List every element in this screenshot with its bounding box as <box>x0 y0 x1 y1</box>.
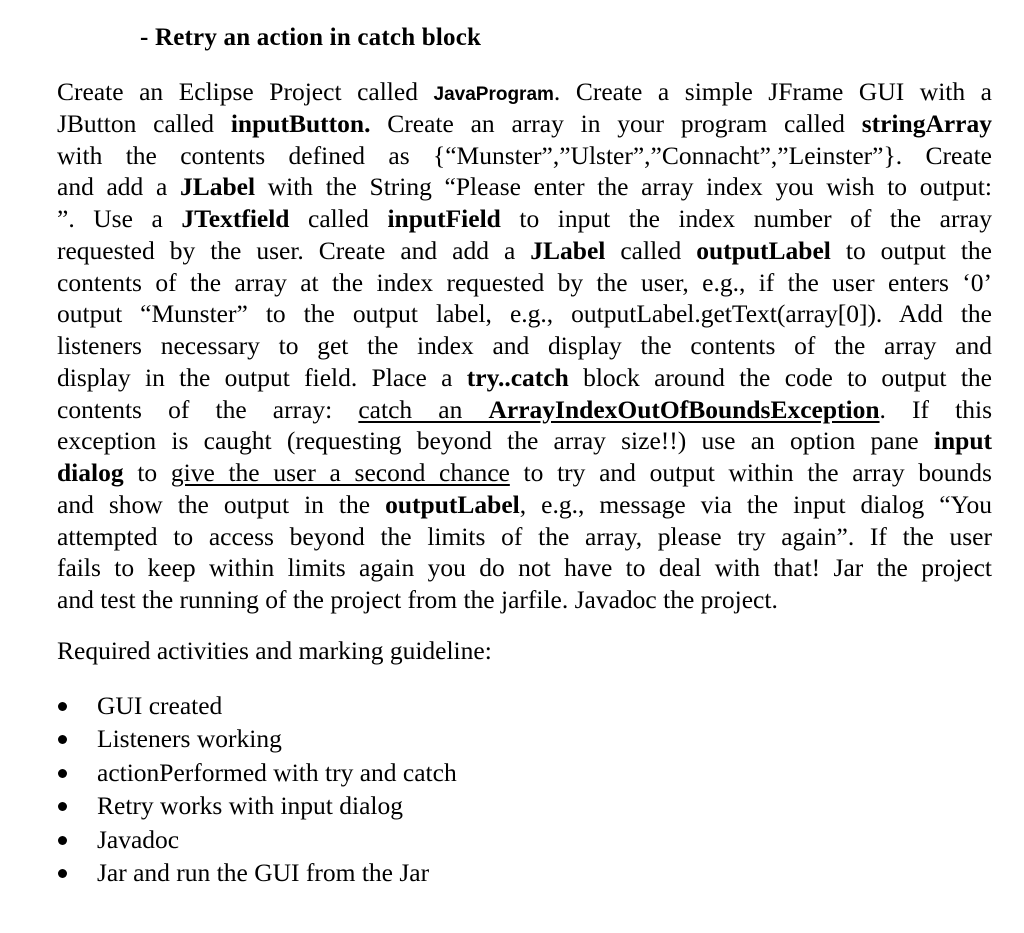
text-segment: display in the output field. Place a <box>57 362 467 392</box>
paragraph-line <box>57 330 992 362</box>
paragraph-line <box>57 552 992 584</box>
list-item-text: Jar and run the GUI from the Jar <box>97 857 430 887</box>
bullet-icon <box>58 702 67 711</box>
text-segment: ”. Use a <box>57 204 182 233</box>
paragraph-line <box>57 76 992 108</box>
bullet-icon <box>58 802 67 811</box>
text-segment: contents of the array: <box>57 394 359 424</box>
list-item-text: GUI created <box>97 691 223 720</box>
paragraph-line <box>57 267 992 299</box>
paragraph-line <box>57 140 992 172</box>
paragraph-line <box>57 394 992 426</box>
text-segment: JButton called <box>57 108 231 138</box>
paragraph-line <box>57 521 992 553</box>
list-item <box>57 823 457 856</box>
emphasized-text: JavaProgram <box>433 84 554 105</box>
list-item-text: Listeners working <box>97 724 282 754</box>
paragraph-line <box>57 203 992 235</box>
emphasized-text: outputLabel <box>696 235 831 265</box>
paragraph-line <box>57 362 992 394</box>
text-segment: contents of the array at the index requested by the user, e.g., if the user enters ‘0’ <box>57 267 992 297</box>
text-segment: attempted to access beyond the limits of the array, please try again”. If the user <box>57 521 992 551</box>
instructions-paragraph <box>57 76 992 616</box>
emphasized-text: ArrayIndexOutOfBoundsException <box>488 394 880 424</box>
paragraph-line <box>57 457 992 489</box>
emphasized-text: give the user a second chance <box>170 458 510 487</box>
text-segment: with the contents defined as {“Munster”,”Ulster”,”Connacht”,”Leinster”}. Create <box>57 140 992 170</box>
emphasized-text: JLabel <box>179 172 256 202</box>
text-segment: , e.g., message via the input dialog “You <box>519 489 992 519</box>
list-item <box>57 756 457 789</box>
text-segment: and show the output in the <box>57 489 386 519</box>
paragraph-line <box>57 584 992 616</box>
text-segment: to input the index number of the array <box>500 204 993 233</box>
text-segment: and test the running of the project from the jarfile. Javadoc the project. <box>57 585 778 614</box>
text-segment: to <box>123 458 171 487</box>
paragraph-line <box>57 425 992 457</box>
emphasized-text: inputButton. <box>230 108 371 138</box>
text-segment: to try and output within the array bounds <box>509 458 992 487</box>
text-segment: called <box>605 235 697 265</box>
emphasized-text: JTextfield <box>181 204 290 233</box>
emphasized-text: input <box>933 426 992 456</box>
text-segment: listeners necessary to get the index and display the contents of the array and <box>57 331 992 360</box>
list-item-text: Javadoc <box>97 824 180 854</box>
text-segment: Create an array in your program called <box>370 108 862 138</box>
paragraph-line <box>57 235 992 267</box>
list-item-text: Retry works with input dialog <box>97 791 403 821</box>
text-segment: requested by the user. Create and add a <box>57 235 531 265</box>
list-item <box>57 689 457 722</box>
text-segment: with the String “Please enter the array index you wish to output: <box>255 172 992 202</box>
emphasized-text: JLabel <box>530 235 606 265</box>
emphasized-text: stringArray <box>861 108 992 138</box>
text-segment: to output the <box>830 235 992 265</box>
bullet-icon <box>58 735 67 744</box>
emphasized-text: dialog <box>57 458 124 487</box>
paragraph-line <box>57 298 992 330</box>
emphasized-text: catch an <box>358 394 489 424</box>
text-segment: block around the code to output the <box>568 362 992 392</box>
bullet-icon <box>58 836 67 845</box>
emphasized-text: outputLabel <box>385 489 520 519</box>
bullet-icon <box>58 769 67 778</box>
list-item <box>57 789 457 822</box>
list-item <box>57 722 457 755</box>
list-item <box>57 856 457 889</box>
required-activities-heading: Required activities and marking guideline: <box>57 636 492 665</box>
text-segment: output “Munster” to the output label, e.g., outputLabel.getText(array[0]). Add the <box>57 299 992 329</box>
text-segment: . If this <box>879 394 993 424</box>
text-segment: called <box>289 204 388 233</box>
emphasized-text: try..catch <box>466 362 569 392</box>
bullet-icon <box>58 869 67 878</box>
text-segment: fails to keep within limits again you do not have to deal with that! Jar the project <box>57 553 992 583</box>
paragraph-line <box>57 171 992 203</box>
text-segment: and add a <box>57 172 180 202</box>
text-segment: exception is caught (requesting beyond the array size!!) use an option pane <box>57 426 934 456</box>
paragraph-line <box>57 108 992 140</box>
text-segment: Create an Eclipse Project called <box>57 77 434 106</box>
emphasized-text: inputField <box>387 204 501 233</box>
list-item-text: actionPerformed with try and catch <box>97 757 457 787</box>
paragraph-line <box>57 489 992 521</box>
section-heading: - Retry an action in catch block <box>140 24 482 51</box>
text-segment: . Create a simple JFrame GUI with a <box>553 77 992 106</box>
marking-guideline-list <box>57 689 457 889</box>
